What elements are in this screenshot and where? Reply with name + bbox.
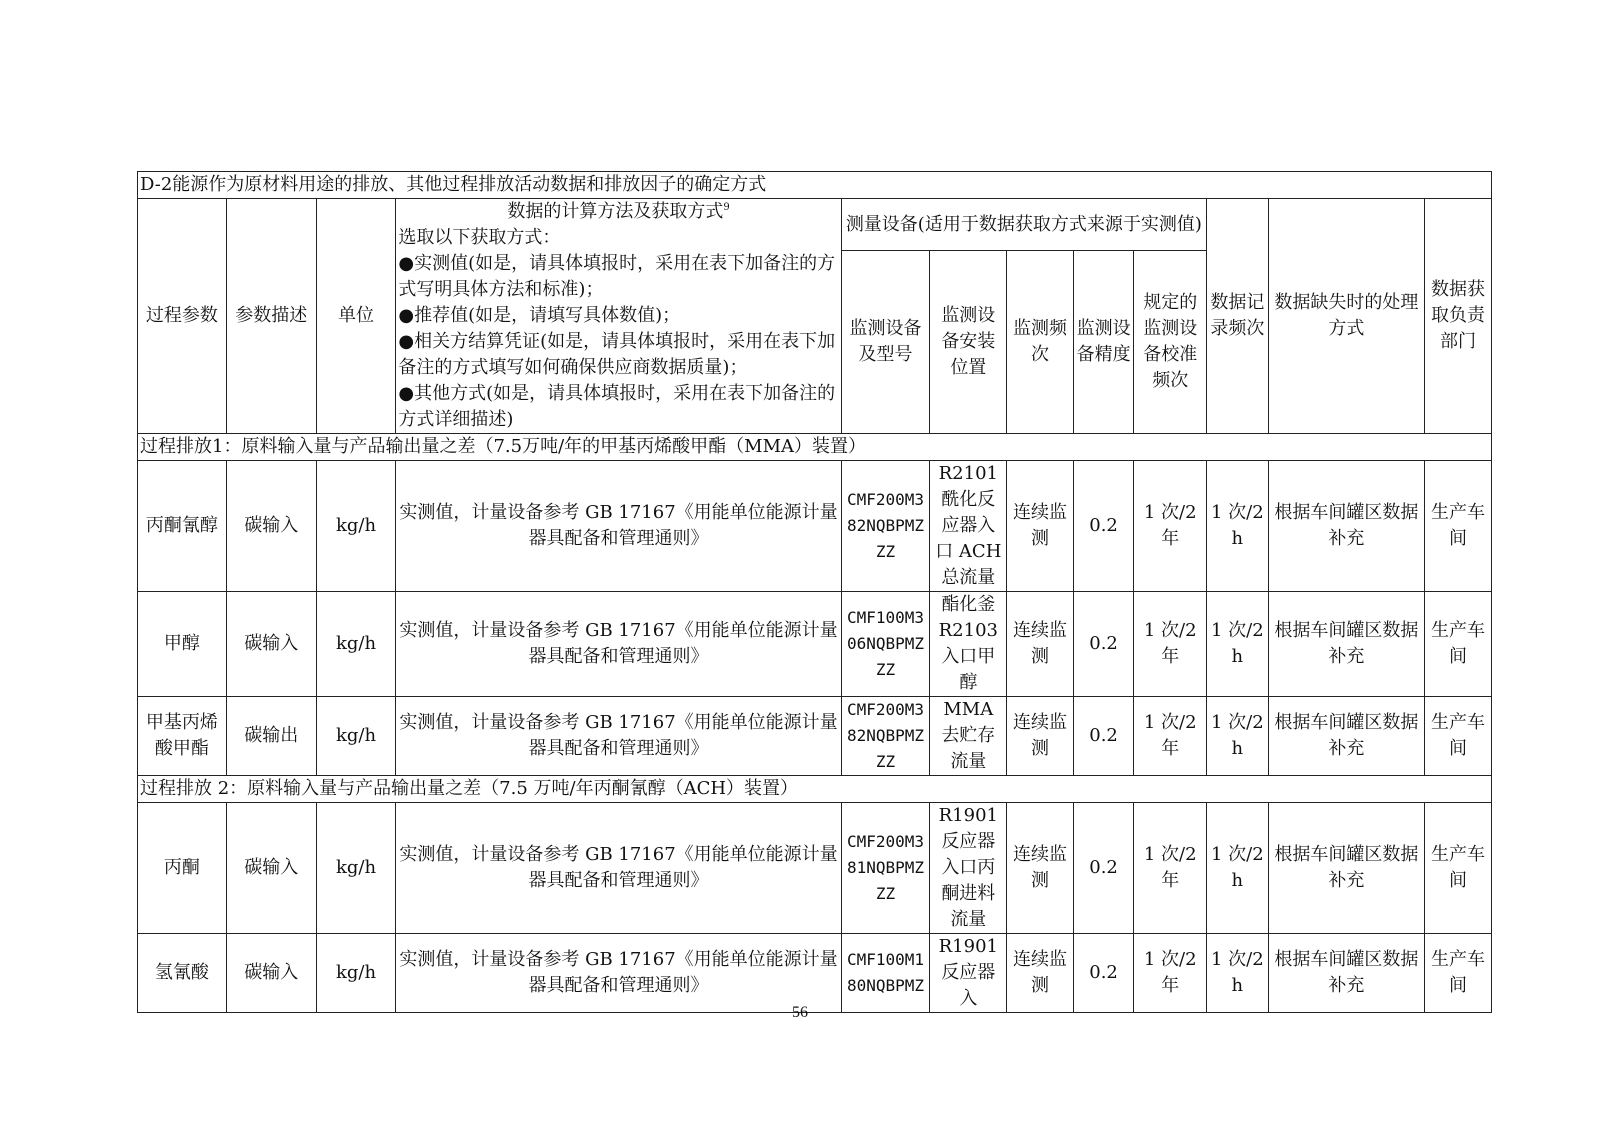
cell-unit: kg/h xyxy=(316,592,396,697)
method-title xyxy=(398,199,838,225)
header-equip-location: 监测设备安装位置 xyxy=(930,251,1007,434)
cell-calibration: 1 次/2 年 xyxy=(1134,461,1207,592)
cell-model: CMF100M180NQBPMZ xyxy=(841,934,930,1013)
table-row xyxy=(138,934,1492,1013)
header-equip-accuracy: 监测设备精度 xyxy=(1073,251,1134,434)
header-process-param: 过程参数 xyxy=(138,199,227,434)
cell-accuracy: 0.2 xyxy=(1073,803,1134,934)
table-row xyxy=(138,592,1492,697)
cell-record: 1 次/2h xyxy=(1207,803,1269,934)
cell-desc: 碳输入 xyxy=(226,592,316,697)
cell-model: CMF200M381NQBPMZZZ xyxy=(841,803,930,934)
cell-missing: 根据车间罐区数据补充 xyxy=(1268,592,1424,697)
method-line: ●推荐值(如是，请填写具体数值)； xyxy=(398,305,681,326)
method-line: ●其他方式(如是，请具体填报时，采用在表下加备注的方式详细描述) xyxy=(398,383,836,430)
cell-param: 甲醇 xyxy=(138,592,227,697)
header-equip-model: 监测设备及型号 xyxy=(841,251,930,434)
cell-monitor: 连续监测 xyxy=(1007,803,1074,934)
table-row xyxy=(138,697,1492,776)
cell-unit: kg/h xyxy=(316,461,396,592)
method-line: ●实测值(如是，请具体填报时，采用在表下加备注的方式写明具体方法和标准)； xyxy=(398,253,836,300)
cell-calibration: 1 次/2 年 xyxy=(1134,592,1207,697)
cell-desc: 碳输入 xyxy=(226,934,316,1013)
method-line: 选取以下获取方式： xyxy=(398,227,561,248)
cell-model: CMF200M382NQBPMZZZ xyxy=(841,461,930,592)
table-title: D-2能源作为原材料用途的排放、其他过程排放活动数据和排放因子的确定方式 xyxy=(138,172,1492,199)
header-missing-handling: 数据缺失时的处理方式 xyxy=(1268,199,1424,434)
cell-missing: 根据车间罐区数据补充 xyxy=(1268,803,1424,934)
header-responsible-dept: 数据获取负责部门 xyxy=(1425,199,1492,434)
header-unit: 单位 xyxy=(316,199,396,434)
cell-model: CMF100M306NQBPMZZZ xyxy=(841,592,930,697)
cell-monitor: 连续监测 xyxy=(1007,592,1074,697)
cell-method: 实测值，计量设备参考 GB 17167《用能单位能源计量器具配备和管理通则》 xyxy=(396,697,841,776)
cell-monitor: 连续监测 xyxy=(1007,697,1074,776)
cell-unit: kg/h xyxy=(316,803,396,934)
cell-calibration: 1 次/2 年 xyxy=(1134,697,1207,776)
cell-param: 丙酮氰醇 xyxy=(138,461,227,592)
cell-calibration: 1 次/2 年 xyxy=(1134,934,1207,1013)
cell-param: 甲基丙烯酸甲酯 xyxy=(138,697,227,776)
cell-location: R1901 反应器入 xyxy=(930,934,1007,1013)
cell-accuracy: 0.2 xyxy=(1073,934,1134,1013)
cell-location: MMA 去贮存流量 xyxy=(930,697,1007,776)
cell-missing: 根据车间罐区数据补充 xyxy=(1268,934,1424,1013)
cell-location: R2101 酰化反应器入口 ACH 总流量 xyxy=(930,461,1007,592)
cell-dept: 生产车间 xyxy=(1425,934,1492,1013)
section-title: 过程排放1：原料输入量与产品输出量之差（7.5万吨/年的甲基丙烯酸甲酯（MMA）装置） xyxy=(138,434,1492,461)
cell-param: 丙酮 xyxy=(138,803,227,934)
header-equipment-group: 测量设备(适用于数据获取方式来源于实测值) xyxy=(841,199,1206,251)
cell-method: 实测值，计量设备参考 GB 17167《用能单位能源计量器具配备和管理通则》 xyxy=(396,934,841,1013)
cell-location: R1901 反应器入口丙酮进料流量 xyxy=(930,803,1007,934)
table-row xyxy=(138,803,1492,934)
cell-unit: kg/h xyxy=(316,697,396,776)
cell-param: 氢氰酸 xyxy=(138,934,227,1013)
cell-dept: 生产车间 xyxy=(1425,461,1492,592)
method-footnote-mark: 9 xyxy=(723,202,730,213)
cell-dept: 生产车间 xyxy=(1425,592,1492,697)
cell-record: 1 次/2h xyxy=(1207,934,1269,1013)
cell-location: 酯化釜 R2103 入口甲醇 xyxy=(930,592,1007,697)
cell-desc: 碳输入 xyxy=(226,803,316,934)
cell-desc: 碳输入 xyxy=(226,461,316,592)
header-record-freq: 数据记录频次 xyxy=(1207,199,1269,434)
cell-monitor: 连续监测 xyxy=(1007,934,1074,1013)
cell-unit: kg/h xyxy=(316,934,396,1013)
cell-missing: 根据车间罐区数据补充 xyxy=(1268,697,1424,776)
method-line: ●相关方结算凭证(如是，请具体填报时，采用在表下加备注的方式填写如何确保供应商数据质量)； xyxy=(398,331,836,378)
cell-monitor: 连续监测 xyxy=(1007,461,1074,592)
cell-method: 实测值，计量设备参考 GB 17167《用能单位能源计量器具配备和管理通则》 xyxy=(396,461,841,592)
cell-accuracy: 0.2 xyxy=(1073,697,1134,776)
cell-desc: 碳输出 xyxy=(226,697,316,776)
cell-missing: 根据车间罐区数据补充 xyxy=(1268,461,1424,592)
header-method xyxy=(396,199,841,434)
cell-accuracy: 0.2 xyxy=(1073,592,1134,697)
method-title-text: 数据的计算方法及获取方式 xyxy=(507,201,724,222)
header-calibration-freq: 规定的监测设备校准频次 xyxy=(1134,251,1207,434)
cell-model: CMF200M382NQBPMZZZ xyxy=(841,697,930,776)
data-determination-table xyxy=(137,171,1492,1013)
cell-calibration: 1 次/2 年 xyxy=(1134,803,1207,934)
cell-dept: 生产车间 xyxy=(1425,803,1492,934)
cell-method: 实测值，计量设备参考 GB 17167《用能单位能源计量器具配备和管理通则》 xyxy=(396,592,841,697)
page-number: 56 xyxy=(792,1004,808,1021)
cell-method: 实测值，计量设备参考 GB 17167《用能单位能源计量器具配备和管理通则》 xyxy=(396,803,841,934)
cell-record: 1 次/2h xyxy=(1207,697,1269,776)
header-param-desc: 参数描述 xyxy=(226,199,316,434)
cell-accuracy: 0.2 xyxy=(1073,461,1134,592)
header-monitor-freq: 监测频次 xyxy=(1007,251,1074,434)
cell-record: 1 次/2h xyxy=(1207,461,1269,592)
cell-dept: 生产车间 xyxy=(1425,697,1492,776)
cell-record: 1 次/2h xyxy=(1207,592,1269,697)
table-row xyxy=(138,461,1492,592)
section-title: 过程排放 2：原料输入量与产品输出量之差（7.5 万吨/年丙酮氰醇（ACH）装置） xyxy=(138,776,1492,803)
